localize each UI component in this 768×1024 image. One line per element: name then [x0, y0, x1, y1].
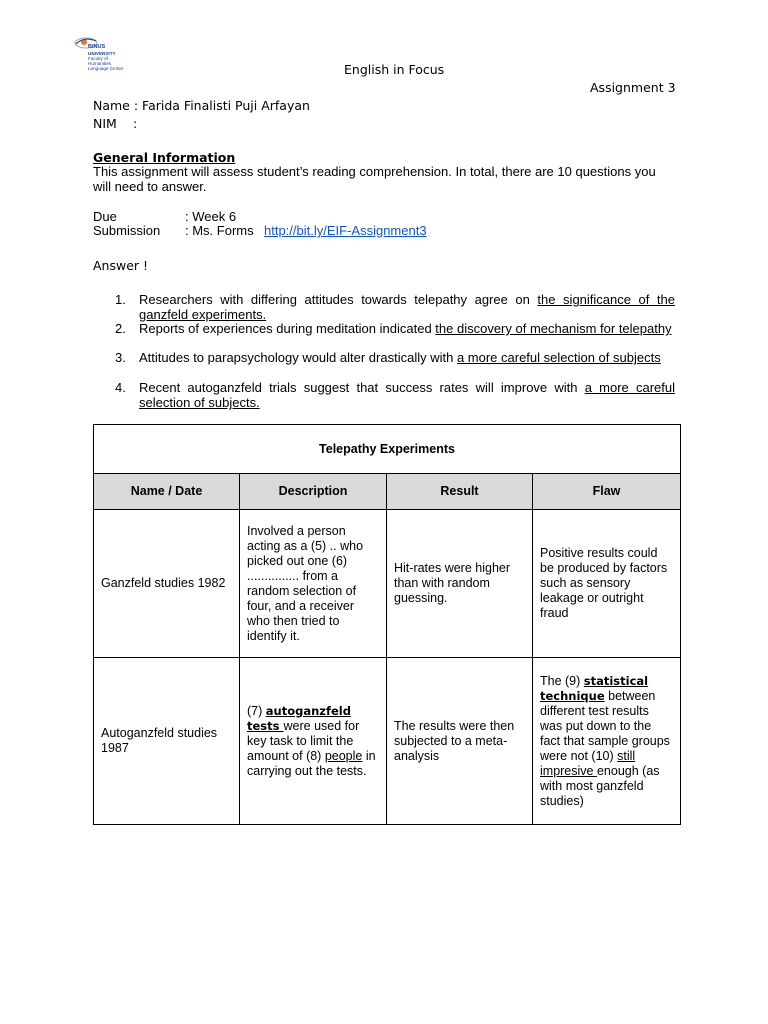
- due-value: : Week 6: [185, 209, 237, 224]
- answer-response: the discovery of mechanism for telepathy: [435, 321, 672, 336]
- table-row: [94, 510, 681, 658]
- logo-line-2: UNIVERSITY: [88, 51, 116, 56]
- telepathy-experiments-table: [93, 424, 681, 825]
- answer-question: Recent autoganzfeld trials suggest that success rates will improve with: [139, 380, 585, 395]
- flaw-text: between different test results was put down to the fact that sample groups were not (10): [540, 688, 670, 763]
- answer-response: a more careful selection of subjects: [456, 350, 661, 365]
- submission-value: : Ms. Forms: [185, 223, 254, 238]
- submission-link[interactable]: http://bit.ly/EIF-Assignment3: [264, 223, 427, 238]
- answer-number: 4.: [115, 380, 126, 395]
- cell-result: The results were then subjected to a meta-analysis: [387, 658, 533, 825]
- answer-response: the significance of the ganzfeld experiments.: [139, 292, 676, 322]
- column-header: Description: [240, 474, 387, 510]
- general-information-text: This assignment will assess student’s reading comprehension. In total, there are 10 questions you will need to answer.: [93, 164, 656, 194]
- answer-number: 2.: [115, 321, 126, 336]
- logo-line-5: Language Center: [88, 66, 124, 71]
- answer-item: [115, 321, 675, 336]
- answer-number: 1.: [115, 292, 126, 307]
- cell-name: Ganzfeld studies 1982: [94, 510, 240, 658]
- answer-8: people: [324, 748, 363, 763]
- nim-label: NIM: [93, 116, 117, 131]
- cell-description: [240, 658, 387, 825]
- answer-item: [115, 350, 675, 365]
- answer-question: Reports of experiences during meditation indicated: [139, 321, 436, 336]
- desc-text: (7): [247, 703, 266, 718]
- table-title: Telepathy Experiments: [94, 425, 681, 474]
- cell-flaw: [533, 658, 681, 825]
- answer-item: [115, 292, 675, 322]
- answer-number: 3.: [115, 350, 126, 365]
- logo-line-1: BINUS: [88, 44, 106, 50]
- answer-heading: Answer !: [93, 258, 149, 273]
- desc-text: were used for key task to limit the amount of (8): [247, 718, 360, 763]
- flaw-text: The (9): [540, 673, 584, 688]
- cell-name: Autoganzfeld studies 1987: [94, 658, 240, 825]
- logo-line-3: Faculty of: [88, 56, 108, 61]
- assignment-number: Assignment 3: [590, 80, 676, 95]
- column-header: Flaw: [533, 474, 681, 510]
- cell-description: Involved a person acting as a (5) .. who picked out one (6) ............... from a random selection of four, and a receiver who then tried to identify it.: [240, 510, 387, 658]
- answer-response: a more careful selection of subjects.: [139, 380, 675, 410]
- desc-text: in carrying out the tests.: [247, 748, 376, 778]
- course-title: English in Focus: [344, 62, 445, 77]
- submission-label: Submission: [93, 223, 161, 238]
- answer-question: Researchers with differing attitudes towards telepathy agree on: [139, 292, 538, 307]
- answer-item: [115, 380, 675, 410]
- table-row: [94, 658, 681, 825]
- student-name: Name : Farida Finalisti Puji Arfayan: [93, 98, 310, 113]
- nim-colon: :: [133, 116, 138, 131]
- flaw-text: enough (as with most ganzfeld studies): [540, 763, 660, 808]
- cell-result: Hit-rates were higher than with random guessing.: [387, 510, 533, 658]
- answer-question: Attitudes to parapsychology would alter drastically with: [139, 350, 457, 365]
- logo-line-4: Humanities: [88, 61, 111, 66]
- column-header: Name / Date: [94, 474, 240, 510]
- due-label: Due: [93, 209, 117, 224]
- answer-7: autoganzfeld tests: [247, 703, 351, 733]
- column-header: Result: [387, 474, 533, 510]
- cell-flaw: Positive results could be produced by factors such as sensory leakage or outright fraud: [533, 510, 681, 658]
- answer-10: still impresive: [540, 748, 636, 778]
- binus-logo: [72, 32, 142, 76]
- answer-9: statistical technique: [540, 673, 649, 703]
- general-information-heading: General Information: [93, 150, 236, 165]
